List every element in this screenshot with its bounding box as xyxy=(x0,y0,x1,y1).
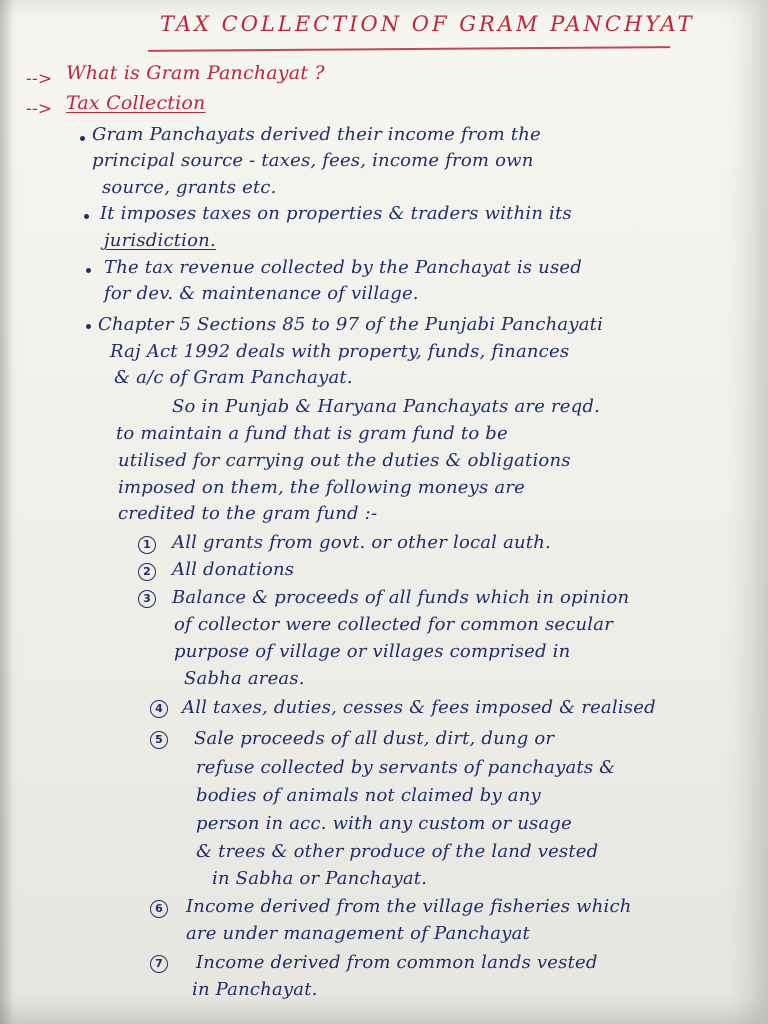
bullet-line: source, grants etc. xyxy=(102,177,277,198)
bullet-dot xyxy=(80,136,85,141)
bullet-line: for dev. & maintenance of village. xyxy=(104,283,419,304)
bullet-line: to maintain a fund that is gram fund to be xyxy=(116,423,508,444)
list-item: person in acc. with any custom or usage xyxy=(196,813,572,834)
arrow-icon: --> xyxy=(26,99,53,119)
list-item: Sale proceeds of all dust, dirt, dung or xyxy=(194,728,555,749)
list-item: & trees & other produce of the land vested xyxy=(196,841,599,862)
title-underline xyxy=(148,46,670,52)
item-number: 7 xyxy=(150,955,168,973)
bullet-line: Chapter 5 Sections 85 to 97 of the Punjabi Panchayati xyxy=(98,314,604,335)
bullet-line: credited to the gram fund :- xyxy=(118,503,378,524)
bullet-line: principal source - taxes, fees, income from own xyxy=(92,150,534,171)
list-item: of collector were collected for common secular xyxy=(174,614,614,635)
item-number: 2 xyxy=(138,563,156,581)
bullet-dot xyxy=(84,214,89,219)
list-item: Sabha areas. xyxy=(184,668,305,689)
list-item: in Sabha or Panchayat. xyxy=(212,868,428,889)
heading-question: What is Gram Panchayat ? xyxy=(66,62,325,84)
item-number: 3 xyxy=(138,590,156,608)
bullet-dot xyxy=(86,324,91,329)
item-number: 6 xyxy=(150,900,168,918)
bullet-line: It imposes taxes on properties & traders within its xyxy=(100,203,572,224)
list-item: Balance & proceeds of all funds which in opinion xyxy=(172,587,630,608)
list-item: purpose of village or villages comprised in xyxy=(174,641,571,662)
bullet-line: & a/c of Gram Panchayat. xyxy=(114,367,353,388)
list-item: bodies of animals not claimed by any xyxy=(196,785,541,806)
list-item: All taxes, duties, cesses & fees imposed & realised xyxy=(182,697,656,718)
list-item: All grants from govt. or other local auth. xyxy=(172,532,551,553)
page-binding-shadow xyxy=(0,0,14,1024)
bullet-line: Gram Panchayats derived their income from the xyxy=(92,124,541,145)
item-number: 1 xyxy=(138,536,156,554)
list-item: in Panchayat. xyxy=(192,979,318,1000)
arrow-icon: --> xyxy=(26,69,53,89)
bullet-line: Raj Act 1992 deals with property, funds, finances xyxy=(110,341,570,362)
bullet-line: So in Punjab & Haryana Panchayats are reqd. xyxy=(172,396,600,417)
list-item: Income derived from the village fisheries which xyxy=(186,896,632,917)
heading-tax-collection: Tax Collection xyxy=(66,92,206,114)
item-number: 4 xyxy=(150,700,168,718)
bullet-dot xyxy=(86,268,91,273)
bullet-line: imposed on them, the following moneys are xyxy=(118,477,525,498)
list-item: Income derived from common lands vested xyxy=(196,952,598,973)
bullet-line: jurisdiction. xyxy=(104,230,216,251)
bullet-line: utilised for carrying out the duties & obligations xyxy=(118,450,571,471)
item-number: 5 xyxy=(150,731,168,749)
page-title: TAX COLLECTION OF GRAM PANCHYAT xyxy=(160,12,695,36)
list-item: All donations xyxy=(172,559,295,580)
list-item: are under management of Panchayat xyxy=(186,923,530,944)
bullet-line: The tax revenue collected by the Panchayat is used xyxy=(104,257,582,278)
list-item: refuse collected by servants of panchayats & xyxy=(196,757,616,778)
